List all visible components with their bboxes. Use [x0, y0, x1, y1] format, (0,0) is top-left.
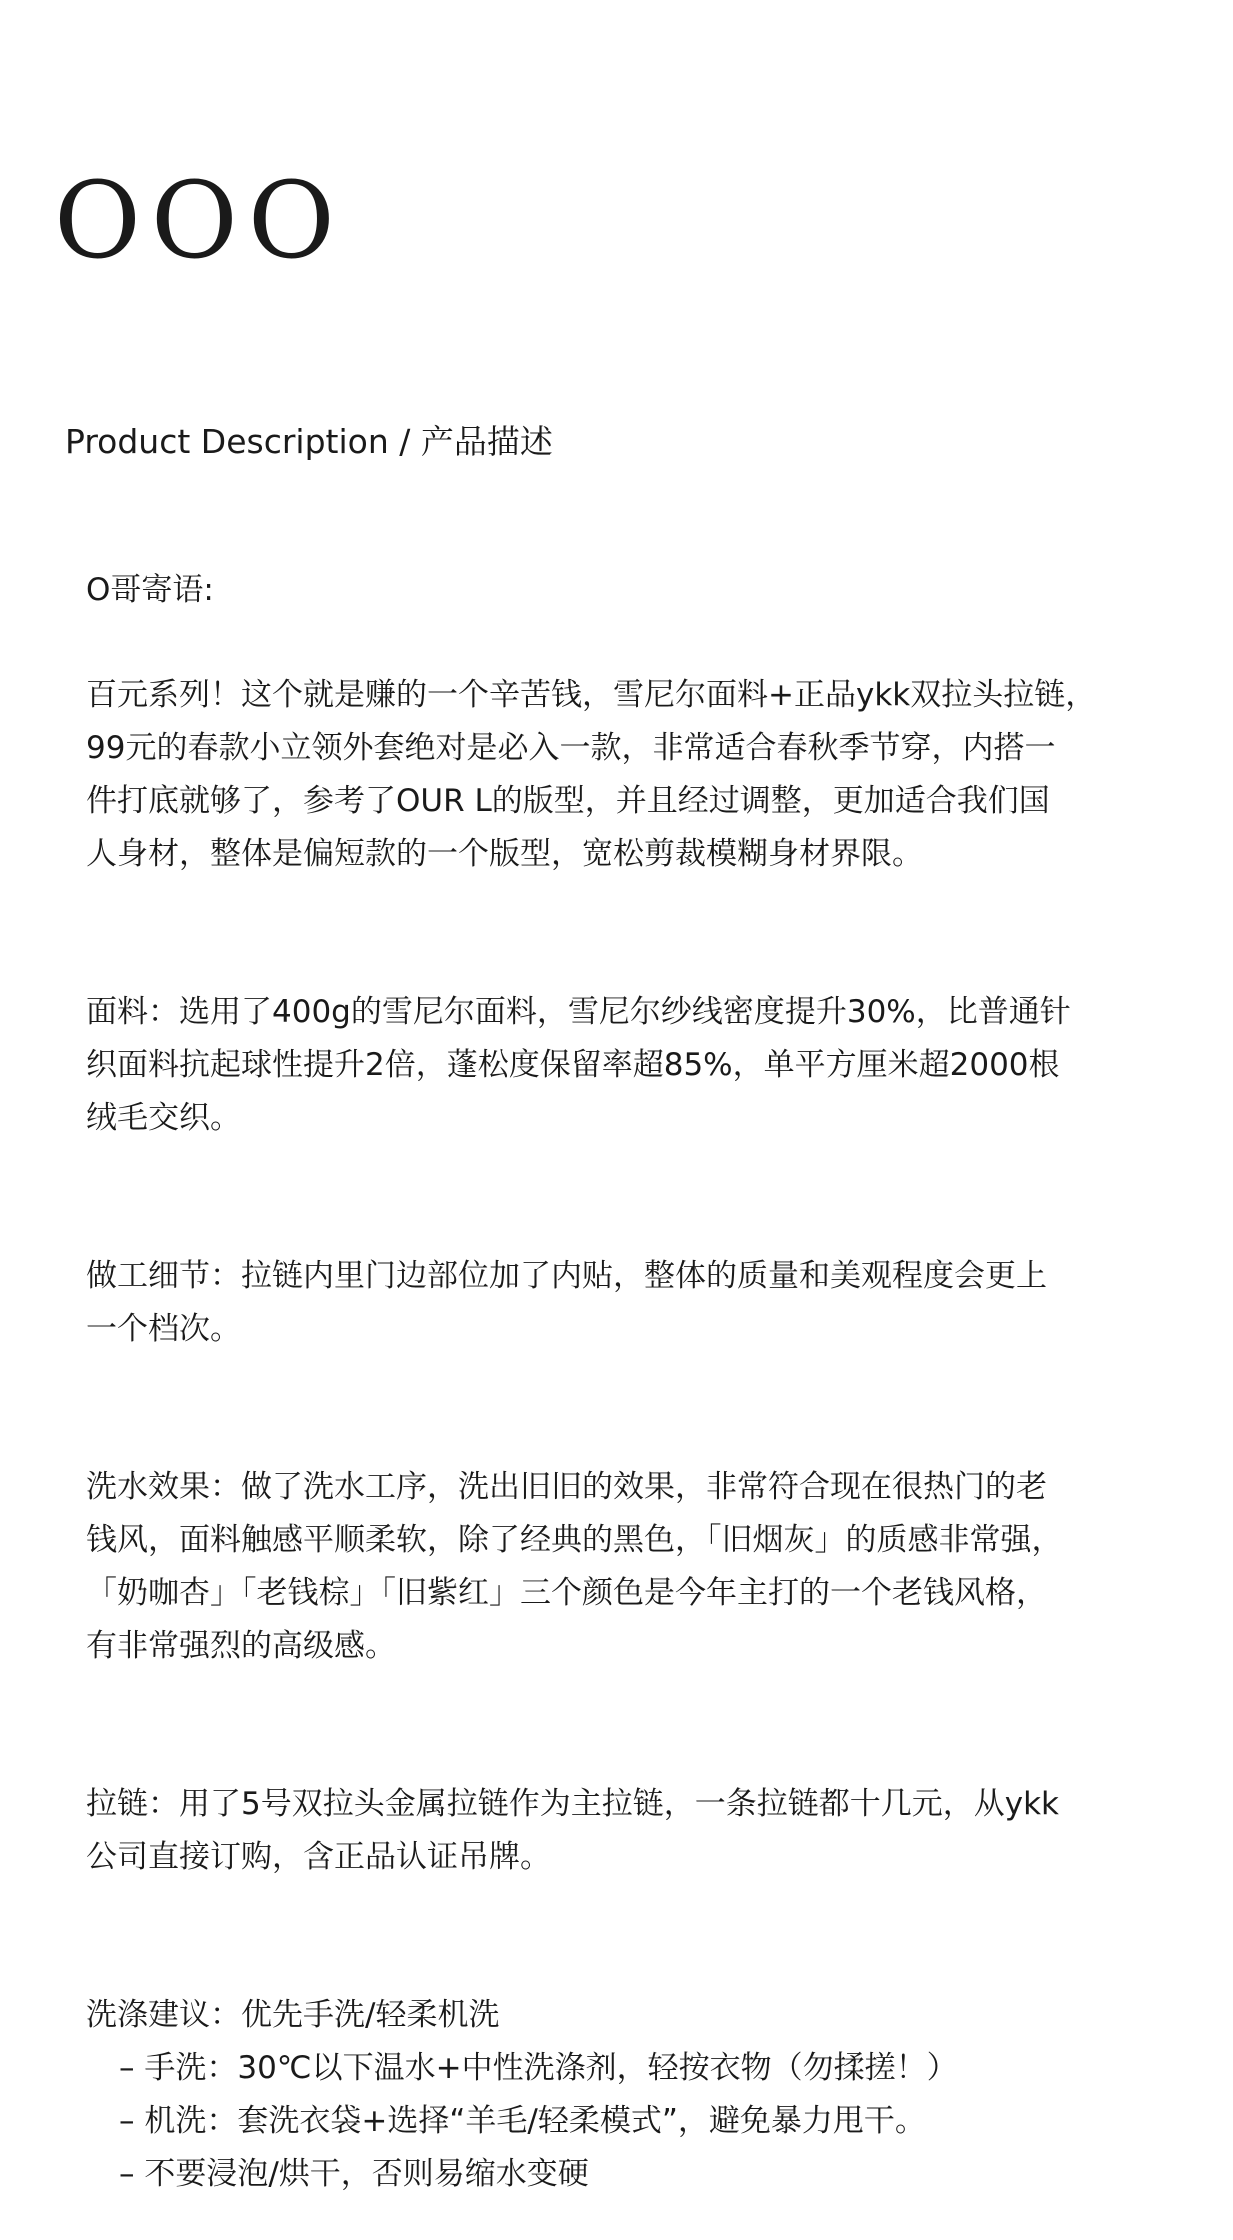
- text-line: 洗水效果：做了洗水工序，洗出旧旧的效果，非常符合现在很热门的老: [86, 1469, 1047, 1505]
- text-line: 织面料抗起球性提升2倍，蓬松度保留率超85%，单平方厘米超2000根: [86, 1047, 1060, 1083]
- fabric-paragraph: [86, 986, 1166, 1145]
- intro-heading: O哥寄语:: [86, 572, 214, 608]
- summary-paragraph: [86, 669, 1166, 881]
- text-line: 面料：选用了400g的雪尼尔面料，雪尼尔纱线密度提升30%，比普通针: [86, 994, 1071, 1030]
- section-title: Product Description / 产品描述: [65, 422, 553, 461]
- text-line: 百元系列！这个就是赚的一个辛苦钱，雪尼尔面料+正品ykk双拉头拉链，: [86, 677, 1097, 713]
- wash-effect-paragraph: [86, 1461, 1166, 1673]
- text-line: 一个档次。: [86, 1311, 241, 1347]
- brand-letter: O: [150, 159, 248, 282]
- care-heading: 洗涤建议：优先手洗/轻柔机洗: [86, 1997, 500, 2033]
- text-line: 做工细节：拉链内里门边部位加了内贴，整体的质量和美观程度会更上: [86, 1258, 1047, 1294]
- craft-paragraph: [86, 1250, 1166, 1356]
- text-line: 有非常强烈的高级感。: [86, 1628, 396, 1664]
- text-line: 「奶咖杏」「老钱棕」「旧紫红」三个颜色是今年主打的一个老钱风格，: [86, 1575, 1047, 1611]
- care-item: – 手洗：30℃以下温水+中性洗涤剂，轻按衣物（勿揉搓！）: [119, 2050, 958, 2086]
- text-line: 公司直接订购，含正品认证吊牌。: [86, 1839, 551, 1875]
- text-line: 绒毛交织。: [86, 1100, 241, 1136]
- text-line: 99元的春款小立领外套绝对是必入一款，非常适合春秋季节穿，内搭一: [86, 730, 1056, 766]
- brand-letter: O: [247, 159, 345, 282]
- text-line: 钱风，面料触感平顺柔软，除了经典的黑色，「旧烟灰」的质感非常强，: [86, 1522, 1063, 1558]
- zipper-paragraph: [86, 1778, 1166, 1884]
- care-list: [86, 2042, 1166, 2201]
- text-line: 拉链：用了5号双拉头金属拉链作为主拉链，一条拉链都十几元，从ykk: [86, 1786, 1059, 1822]
- brand-logo: [54, 159, 345, 282]
- care-item: – 机洗：套洗衣袋+选择“羊毛/轻柔模式”，避免暴力甩干。: [119, 2103, 926, 2139]
- brand-letter: O: [54, 159, 151, 282]
- text-line: 人身材，整体是偏短款的一个版型，宽松剪裁模糊身材界限。: [86, 836, 923, 872]
- product-description: [86, 564, 1166, 2201]
- text-line: 件打底就够了，参考了OUR L的版型，并且经过调整，更加适合我们国: [86, 783, 1050, 819]
- care-item: – 不要浸泡/烘干，否则易缩水变硬: [119, 2156, 589, 2192]
